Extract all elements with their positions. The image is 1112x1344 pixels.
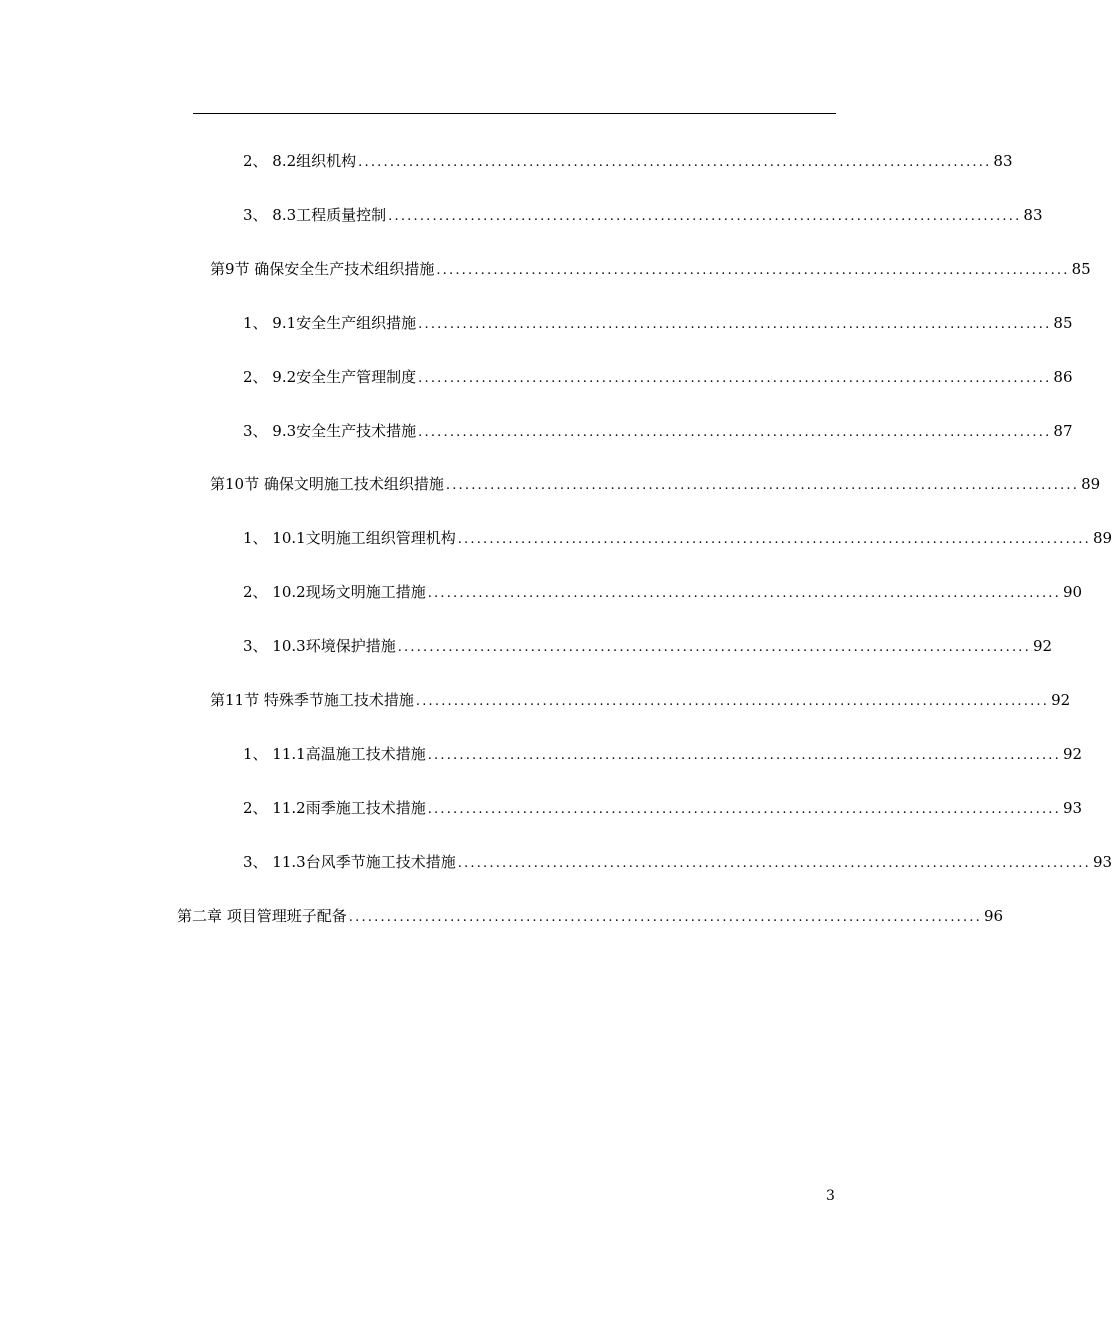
toc-entry-title: 2、 10.2现场文明施工措施 xyxy=(243,583,426,601)
toc-entry[interactable] xyxy=(210,688,1071,712)
dot-leader: .................................................................................................... xyxy=(388,209,1022,224)
dot-leader: .................................................................................................... xyxy=(418,371,1052,386)
dot-leader: .................................................................................................... xyxy=(457,532,1091,547)
toc-entry[interactable] xyxy=(210,472,1101,496)
dot-leader: .................................................................................................... xyxy=(348,910,983,925)
toc-entry[interactable] xyxy=(243,311,1073,335)
toc-entry-title: 第9节 确保安全生产技术组织措施 xyxy=(210,260,435,278)
toc-entry[interactable] xyxy=(177,904,1004,928)
toc-entry[interactable] xyxy=(243,419,1073,443)
toc-entry-title: 第11节 特殊季节施工技术措施 xyxy=(210,691,414,709)
toc-entry-page: 89 xyxy=(1081,475,1101,493)
toc-entry[interactable] xyxy=(243,634,1053,658)
dot-leader: .................................................................................................... xyxy=(445,478,1080,493)
dot-leader: .................................................................................................... xyxy=(418,317,1052,332)
toc-entry-title: 2、 11.2雨季施工技术措施 xyxy=(243,799,426,817)
toc-entry-page: 86 xyxy=(1053,368,1073,386)
toc-entry-page: 87 xyxy=(1053,422,1073,440)
toc-entry-page: 92 xyxy=(1032,637,1053,655)
toc-entry-title: 1、 11.1高温施工技术措施 xyxy=(243,745,426,763)
dot-leader: .................................................................................................... xyxy=(427,748,1061,763)
toc-entry[interactable] xyxy=(210,257,1091,281)
toc-entry-title: 3、 11.3台风季节施工技术措施 xyxy=(243,853,456,871)
dot-leader: .................................................................................................... xyxy=(427,586,1061,601)
toc-entry-page: 96 xyxy=(984,907,1004,925)
toc-entry-page: 93 xyxy=(1092,853,1112,871)
dot-leader: .................................................................................................... xyxy=(418,425,1052,440)
toc-entry[interactable] xyxy=(243,526,1112,550)
toc-entry-title: 3、 10.3环境保护措施 xyxy=(243,637,396,655)
dot-leader: .................................................................................................... xyxy=(436,263,1070,278)
toc-entry[interactable] xyxy=(243,149,1013,173)
toc-entry-page: 85 xyxy=(1053,314,1073,332)
dot-leader: .................................................................................................... xyxy=(415,694,1050,709)
toc-entry-page: 92 xyxy=(1051,691,1071,709)
toc-entry-title: 1、 9.1安全生产组织措施 xyxy=(243,314,417,332)
toc-entry-page: 89 xyxy=(1092,529,1112,547)
toc-entry-page: 83 xyxy=(993,152,1013,170)
toc-entry[interactable] xyxy=(243,742,1083,766)
dot-leader: .................................................................................................... xyxy=(397,640,1031,655)
toc-entry-page: 83 xyxy=(1023,206,1043,224)
toc-entry-title: 1、 10.1文明施工组织管理机构 xyxy=(243,529,456,547)
dot-leader: .................................................................................................... xyxy=(427,802,1061,817)
toc-entry-page: 93 xyxy=(1062,799,1083,817)
page-number: 3 xyxy=(826,1188,835,1204)
toc-entry-title: 3、 9.3安全生产技术措施 xyxy=(243,422,417,440)
toc-entry-page: 90 xyxy=(1062,583,1083,601)
toc-entry-title: 第二章 项目管理班子配备 xyxy=(177,907,347,925)
toc-entry-title: 2、 9.2安全生产管理制度 xyxy=(243,368,417,386)
dot-leader: .................................................................................................... xyxy=(457,856,1091,871)
toc-entry[interactable] xyxy=(243,203,1043,227)
dot-leader: .................................................................................................... xyxy=(358,155,992,170)
toc-entry[interactable] xyxy=(243,796,1083,820)
toc-entry[interactable] xyxy=(243,365,1073,389)
toc-entry[interactable] xyxy=(243,850,1112,874)
toc-entry-title: 第10节 确保文明施工技术组织措施 xyxy=(210,475,444,493)
toc-entry-title: 2、 8.2组织机构 xyxy=(243,152,357,170)
toc-entry[interactable] xyxy=(243,580,1083,604)
toc-entry-page: 92 xyxy=(1062,745,1083,763)
toc-entry-title: 3、 8.3工程质量控制 xyxy=(243,206,387,224)
toc-entry-page: 85 xyxy=(1071,260,1091,278)
